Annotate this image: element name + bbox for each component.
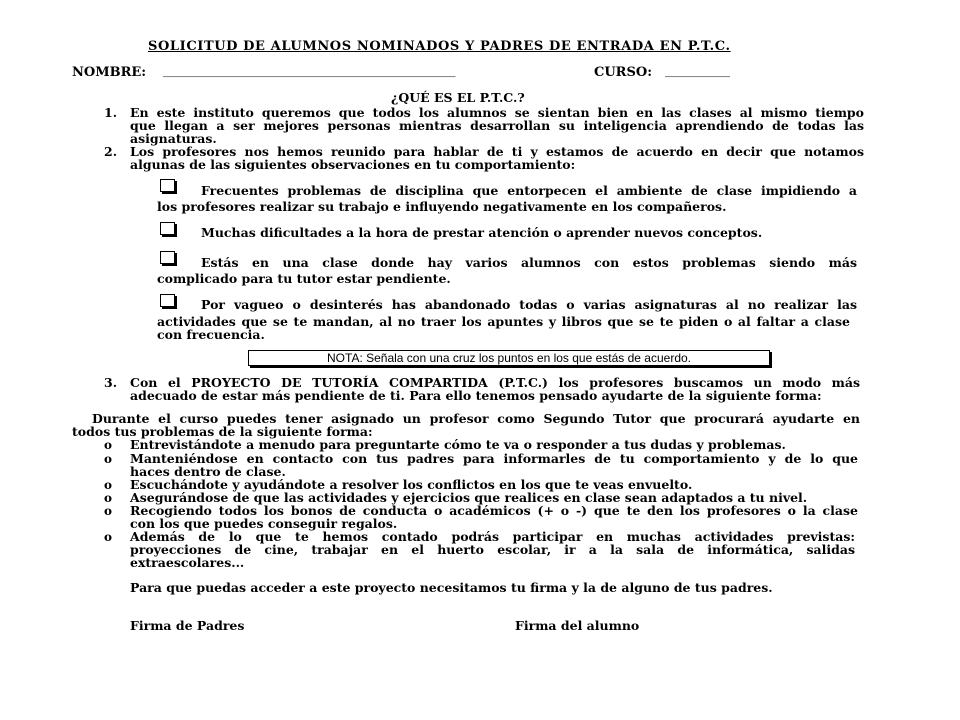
firma-alumno-label: Firma del alumno	[515, 618, 640, 633]
bullet-marker: o	[104, 438, 113, 452]
bullet-6-line-2: proyecciones de cine, trabajar en el huerto escolar, ir a la sala de informática, salidas	[130, 542, 855, 557]
checkbox-4-line-3: con frecuencia.	[157, 327, 265, 342]
checkbox-3-line-1: Estás en una clase donde hay varios alumnos con estos problemas siendo más	[201, 255, 857, 270]
intro-line-1: Durante el curso puedes tener asignado un profesor como Segundo Tutor que procurará ayudarte en	[92, 411, 860, 426]
bullet-1-line-1: Entrevistándote a menudo para preguntarte cómo te va o responder a tus dudas y problemas.	[130, 437, 786, 452]
item-1-line-3: asignaturas.	[130, 131, 217, 146]
firma-padres-label: Firma de Padres	[130, 618, 245, 633]
document-title: SOLICITUD DE ALUMNOS NOMINADOS Y PADRES DE ENTRADA EN P.T.C.	[148, 39, 731, 54]
bullet-6-line-1: Además de lo que te hemos contado podrás participar en muchas actividades previstas:	[130, 529, 855, 544]
checkbox-atencion[interactable]	[160, 222, 175, 235]
checkbox-3-line-2: complicado para tu tutor estar pendiente.	[157, 271, 451, 286]
item-number: 2.	[104, 144, 118, 159]
checkbox-disciplina[interactable]	[160, 179, 175, 192]
nombre-label: NOMBRE:	[72, 65, 147, 80]
bullet-4-line-1: Asegurándose de que las actividades y ejercicios que realices en clase sean adaptados a tu nivel.	[130, 490, 808, 505]
checkbox-clase-problemas[interactable]	[160, 251, 175, 264]
item-number: 1.	[104, 105, 118, 120]
checkbox-1-line-1: Frecuentes problemas de disciplina que entorpecen el ambiente de clase impidiendo a	[201, 183, 857, 198]
bullet-3-line-1: Escuchándote y ayudándote a resolver los conflictos en los que te veas envuelto.	[130, 477, 693, 492]
item-2-line-1: Los profesores nos hemos reunido para hablar de ti y estamos de acuerdo en decir que notamos	[130, 144, 864, 159]
nota-box: NOTA: Señala con una cruz los puntos en los que estás de acuerdo.	[248, 350, 770, 366]
curso-blank: __________	[665, 63, 730, 78]
item-1-line-1: En este instituto queremos que todos los alumnos se sientan bien en las clases al mismo tiempo	[130, 105, 864, 120]
bullet-5-line-2: con los que puedes conseguir regalos.	[130, 516, 398, 531]
closing-text: Para que puedas acceder a este proyecto necesitamos tu firma y la de alguno de tus padres.	[130, 580, 773, 595]
bullet-2-line-1: Manteniéndose en contacto con tus padres para informarles de tu comportamiento y de lo que	[130, 451, 858, 466]
checkbox-4-line-2: actividades que se te mandan, al no traer los apuntes y libros que se te piden o al faltar a clase	[157, 314, 850, 329]
bullet-marker: o	[104, 530, 113, 544]
bullet-marker: o	[104, 504, 113, 518]
checkbox-desinteres[interactable]	[160, 294, 175, 307]
nombre-blank: _____________________________________________	[163, 63, 456, 78]
bullet-2-line-2: haces dentro de clase.	[130, 464, 286, 479]
intro-line-2: todos tus problemas de la siguiente forma:	[72, 424, 373, 439]
checkbox-2-line-1: Muchas dificultades a la hora de prestar atención o aprender nuevos conceptos.	[201, 225, 763, 240]
bullet-marker: o	[104, 452, 113, 466]
bullet-6-line-3: extraescolares...	[130, 555, 245, 570]
bullet-marker: o	[104, 478, 113, 492]
bullet-5-line-1: Recogiendo todos los bonos de conducta o académicos (+ o -) que te den los profesores o la clase	[130, 503, 858, 518]
checkbox-4-line-1: Por vagueo o desinterés has abandonado todas o varias asignaturas al no realizar las	[201, 297, 857, 312]
item-3-line-1: Con el PROYECTO DE TUTORÍA COMPARTIDA (P.T.C.) los profesores buscamos un modo más	[130, 375, 860, 390]
item-2-line-2: algunas de las siguientes observaciones en tu comportamiento:	[130, 157, 576, 172]
checkbox-1-line-2: los profesores realizar su trabajo e influyendo negativamente en los compañeros.	[157, 199, 727, 214]
section-title: ¿QUÉ ES EL P.T.C.?	[391, 90, 525, 105]
bullet-marker: o	[104, 491, 113, 505]
item-3-line-2: adecuado de estar más pendiente de ti. Para ello tenemos pensado ayudarte de la siguiente forma:	[130, 388, 822, 403]
curso-label: CURSO:	[594, 65, 652, 80]
item-number: 3.	[104, 375, 118, 390]
item-1-line-2: que llegan a ser mejores personas mientras desarrollan su inteligencia aprendiendo de todas las	[130, 118, 864, 133]
